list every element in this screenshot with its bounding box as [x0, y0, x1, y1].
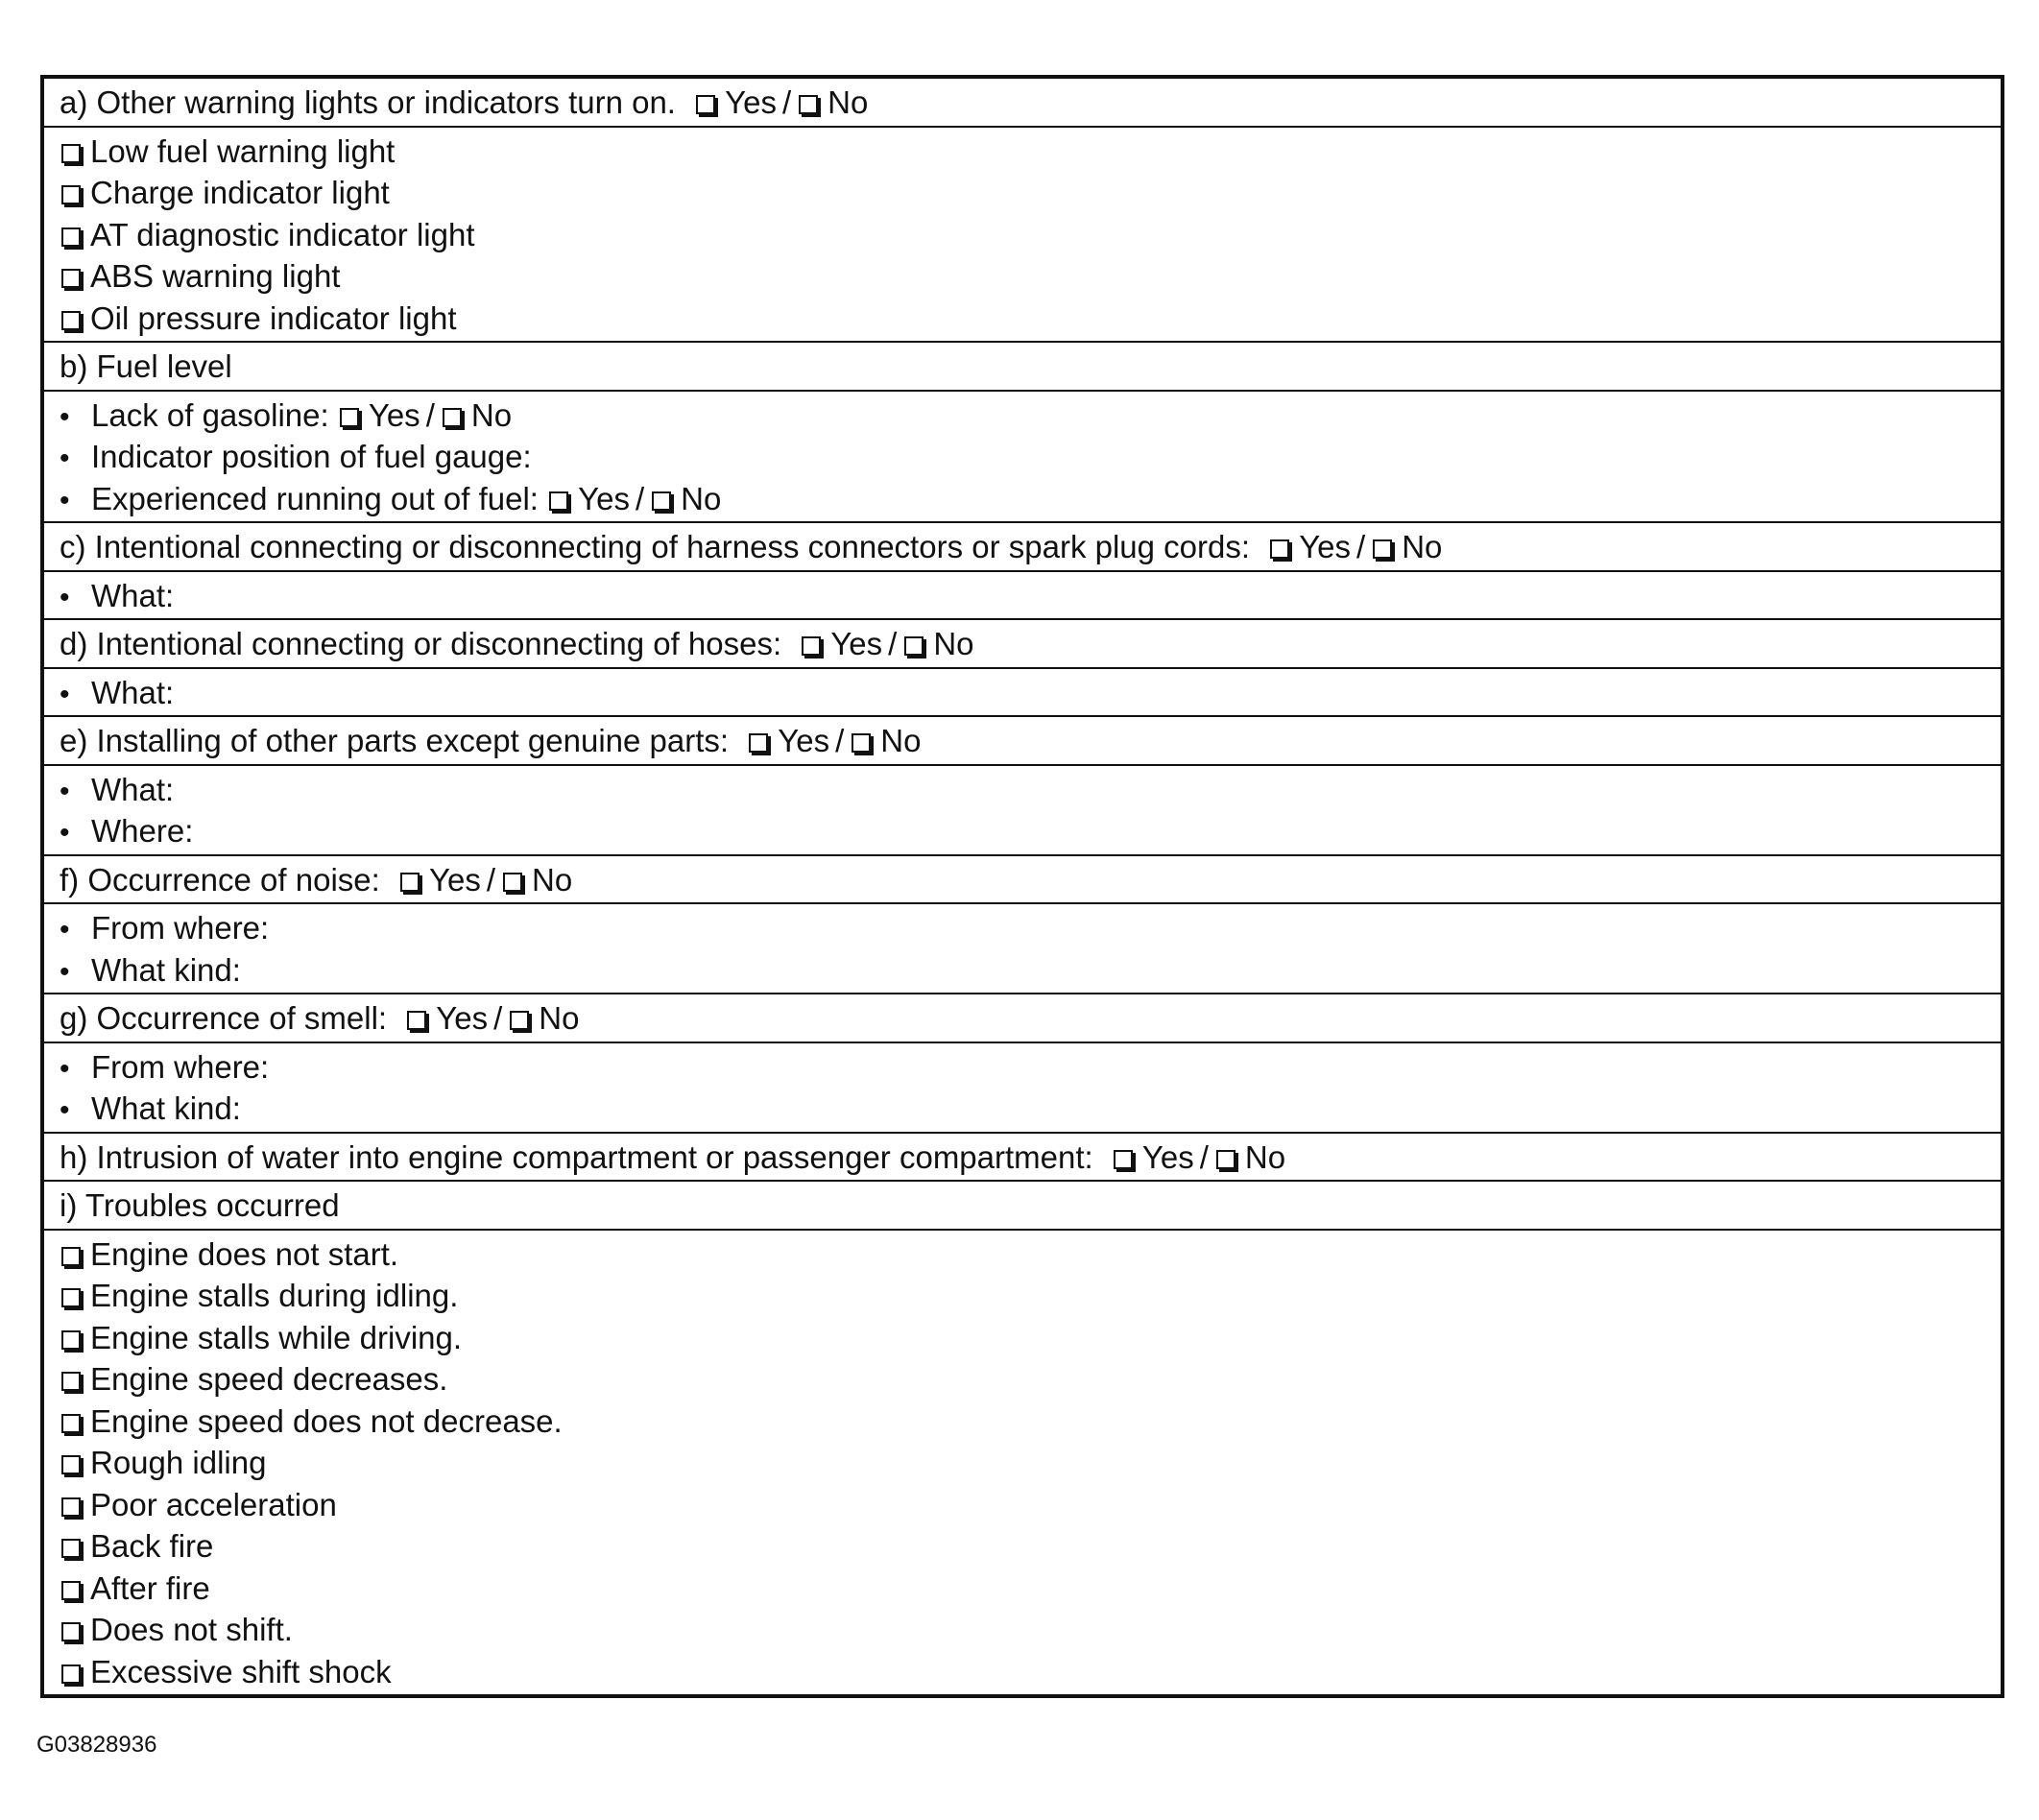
item-label: Oil pressure indicator light: [90, 299, 457, 336]
bullet-icon: •: [60, 1094, 70, 1126]
section-e-header: [44, 717, 2001, 766]
section-c-title: c) Intentional connecting or disconnecting of harness connectors or spark plug cords:: [60, 529, 1251, 564]
yes-checkbox[interactable]: [1114, 1150, 1133, 1169]
no-checkbox[interactable]: [1216, 1150, 1235, 1169]
section-f-items: [44, 904, 2001, 994]
section-i-items: [44, 1231, 2001, 1695]
no-checkbox[interactable]: [652, 491, 671, 511]
item-label: Rough idling: [90, 1445, 267, 1480]
yes-checkbox[interactable]: [749, 733, 768, 753]
item-label: From where:: [91, 910, 270, 946]
no-label: No: [470, 396, 513, 433]
separator: /: [493, 1000, 503, 1036]
yes-label: Yes: [1141, 1138, 1194, 1175]
item-label: Engine does not start.: [90, 1235, 399, 1272]
checkbox[interactable]: [61, 311, 81, 330]
section-g-items: [44, 1043, 2001, 1134]
no-label: No: [532, 861, 573, 898]
yes-label: Yes: [578, 480, 630, 516]
item-label: What kind:: [91, 1090, 241, 1126]
checkbox-item: [60, 214, 2001, 256]
no-checkbox[interactable]: [1373, 539, 1392, 559]
item-label: Indicator position of fuel gauge:: [91, 439, 532, 474]
bullet-icon: •: [60, 400, 70, 433]
item-label: Engine stalls while driving.: [90, 1319, 463, 1355]
no-label: No: [681, 480, 722, 516]
section-a-header: [44, 79, 2001, 128]
item-label: What kind:: [91, 951, 241, 988]
separator: /: [1199, 1138, 1209, 1175]
section-h-header: [44, 1134, 2001, 1183]
bullet-item: [60, 949, 2001, 992]
checkbox-item: [60, 1233, 2001, 1276]
section-i-header: [44, 1182, 2001, 1231]
checkbox-item: [60, 1358, 2001, 1401]
item-label: Low fuel warning light: [90, 132, 396, 169]
bullet-icon: •: [60, 914, 70, 946]
yes-label: Yes: [368, 396, 420, 433]
bullet-item: [60, 395, 2001, 437]
separator: /: [486, 861, 495, 898]
vehicle-inspection-form: [40, 75, 2004, 1698]
checkbox[interactable]: [61, 1581, 81, 1600]
yes-checkbox[interactable]: [407, 1011, 426, 1030]
section-b-title: b) Fuel level: [60, 348, 232, 384]
checkbox[interactable]: [61, 228, 81, 247]
checkbox-item: [60, 1484, 2001, 1526]
item-label: Charge indicator light: [90, 175, 390, 210]
no-checkbox[interactable]: [799, 95, 818, 114]
bullet-item: [60, 907, 2001, 949]
item-label: AT diagnostic indicator light: [90, 216, 475, 252]
checkbox-item: [60, 1317, 2001, 1359]
checkbox[interactable]: [61, 1455, 81, 1474]
section-b-header: [44, 343, 2001, 392]
no-label: No: [539, 1000, 580, 1036]
yes-label: Yes: [436, 1000, 489, 1036]
section-f-header: [44, 856, 2001, 905]
bullet-icon: •: [60, 581, 70, 613]
section-b-items: [44, 392, 2001, 524]
item-label: What:: [91, 771, 175, 807]
checkbox-item: [60, 1525, 2001, 1568]
checkbox-item: [60, 1651, 2001, 1693]
checkbox-item: [60, 1568, 2001, 1610]
item-label: Back fire: [90, 1528, 214, 1564]
yes-checkbox[interactable]: [696, 95, 715, 114]
item-label: Poor acceleration: [90, 1486, 337, 1522]
checkbox[interactable]: [61, 185, 81, 204]
bullet-icon: •: [60, 775, 70, 807]
bullet-icon: •: [60, 443, 70, 474]
checkbox-item: [60, 1609, 2001, 1651]
no-label: No: [1402, 529, 1443, 564]
bullet-item: [60, 575, 2001, 617]
bullet-icon: •: [60, 817, 70, 849]
section-a-title: a) Other warning lights or indicators turn on.: [60, 84, 676, 120]
bullet-icon: •: [60, 1052, 70, 1085]
figure-id: G03828936: [36, 1732, 157, 1758]
checkbox-item: [60, 172, 2001, 214]
section-d-items: [44, 669, 2001, 718]
item-label: Engine speed decreases.: [90, 1361, 448, 1397]
bullet-icon: •: [60, 678, 70, 710]
item-label: Engine speed does not decrease.: [90, 1402, 563, 1439]
yes-checkbox[interactable]: [400, 873, 420, 892]
checkbox-item: [60, 298, 2001, 340]
bullet-icon: •: [60, 955, 70, 988]
no-checkbox[interactable]: [904, 636, 924, 656]
checkbox[interactable]: [61, 1372, 81, 1391]
section-a-items: [44, 128, 2001, 344]
checkbox[interactable]: [61, 1330, 81, 1350]
checkbox[interactable]: [61, 1497, 81, 1517]
separator: /: [835, 723, 845, 758]
bullet-item: [60, 436, 2001, 478]
no-label: No: [1244, 1138, 1286, 1175]
checkbox[interactable]: [61, 1247, 81, 1266]
item-label: Experienced running out of fuel:: [91, 480, 539, 516]
section-h-title: h) Intrusion of water into engine compartment or passenger compartment:: [60, 1138, 1093, 1175]
no-checkbox[interactable]: [443, 408, 462, 427]
bullet-item: [60, 769, 2001, 811]
section-g-header: [44, 994, 2001, 1043]
section-c-header: [44, 523, 2001, 572]
item-label: ABS warning light: [90, 258, 341, 294]
item-label: What:: [91, 577, 175, 613]
section-f-title: f) Occurrence of noise:: [60, 861, 380, 898]
checkbox[interactable]: [61, 1539, 81, 1558]
no-checkbox[interactable]: [510, 1011, 529, 1030]
separator: /: [888, 626, 898, 661]
checkbox[interactable]: [61, 1288, 81, 1307]
item-label: From where:: [91, 1048, 270, 1085]
yes-label: Yes: [830, 626, 883, 661]
yes-checkbox[interactable]: [340, 408, 359, 427]
checkbox-item: [60, 1275, 2001, 1317]
section-e-items: [44, 766, 2001, 856]
no-checkbox[interactable]: [852, 733, 871, 753]
checkbox[interactable]: [61, 144, 81, 163]
item-label: Does not shift.: [90, 1612, 293, 1647]
checkbox[interactable]: [61, 269, 81, 288]
bullet-icon: •: [60, 484, 70, 516]
bullet-item: [60, 672, 2001, 714]
item-label: Engine stalls during idling.: [90, 1278, 459, 1313]
yes-label: Yes: [725, 84, 777, 120]
checkbox[interactable]: [61, 1664, 81, 1684]
section-e-title: e) Installing of other parts except genuine parts:: [60, 723, 730, 758]
item-label: What:: [91, 674, 175, 710]
yes-label: Yes: [428, 861, 481, 898]
item-label: After fire: [90, 1569, 210, 1606]
item-label: Where:: [91, 813, 194, 849]
section-d-title: d) Intentional connecting or disconnecting of hoses:: [60, 626, 782, 661]
checkbox-item: [60, 255, 2001, 298]
yes-checkbox[interactable]: [1270, 539, 1289, 559]
yes-label: Yes: [1299, 529, 1352, 564]
checkbox[interactable]: [61, 1622, 81, 1641]
separator: /: [636, 480, 645, 516]
item-label: Excessive shift shock: [90, 1653, 392, 1689]
bullet-item: [60, 1046, 2001, 1089]
section-d-header: [44, 620, 2001, 669]
separator: /: [425, 396, 435, 433]
checkbox-item: [60, 131, 2001, 173]
bullet-item: [60, 1088, 2001, 1130]
yes-checkbox[interactable]: [549, 491, 568, 511]
item-label: Lack of gasoline:: [91, 396, 329, 433]
section-c-items: [44, 572, 2001, 621]
separator: /: [1356, 529, 1366, 564]
section-i-title: i) Troubles occurred: [60, 1187, 340, 1223]
no-checkbox[interactable]: [503, 873, 522, 892]
yes-label: Yes: [778, 723, 830, 758]
separator: /: [782, 84, 792, 120]
checkbox-item: [60, 1442, 2001, 1484]
checkbox-item: [60, 1401, 2001, 1443]
checkbox[interactable]: [61, 1414, 81, 1433]
section-g-title: g) Occurrence of smell:: [60, 1000, 388, 1036]
no-label: No: [933, 626, 974, 661]
no-label: No: [880, 723, 922, 758]
bullet-item: [60, 478, 2001, 520]
yes-checkbox[interactable]: [802, 636, 821, 656]
no-label: No: [828, 84, 869, 120]
bullet-item: [60, 810, 2001, 852]
